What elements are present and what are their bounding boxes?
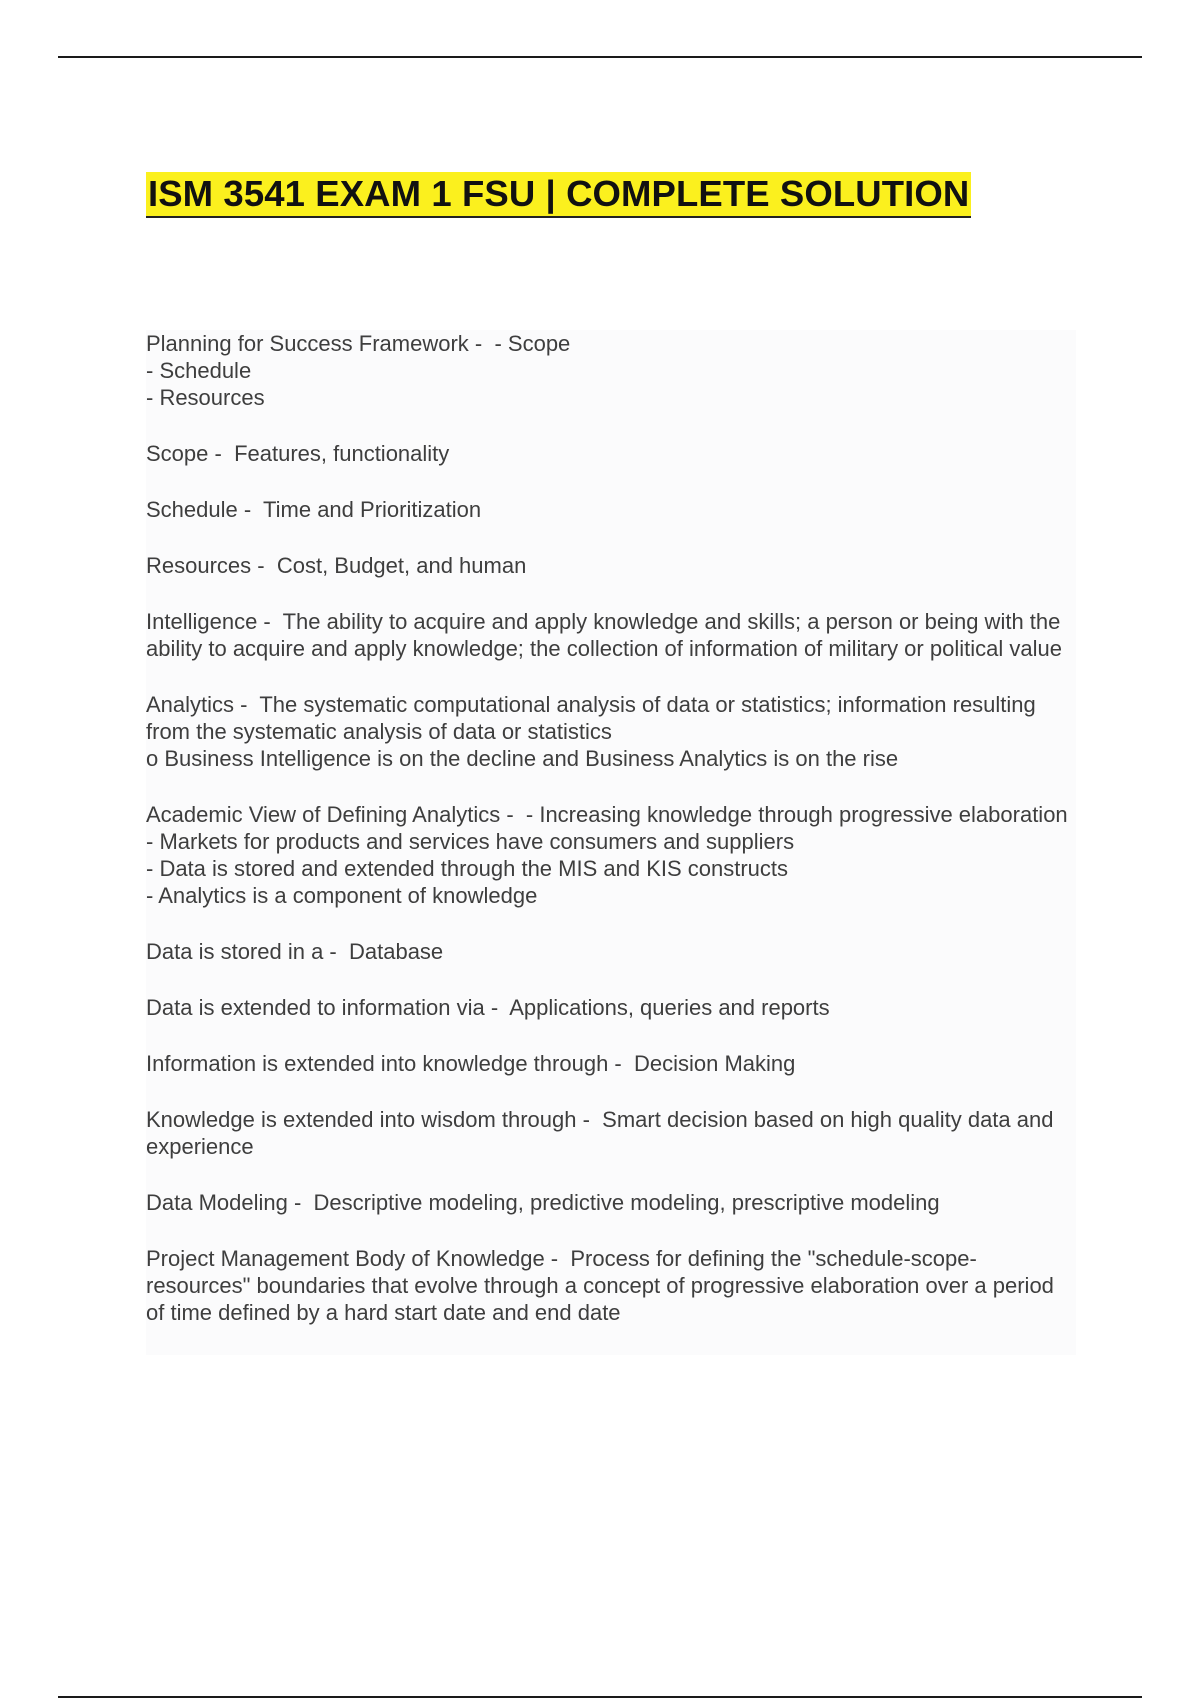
flashcard-entry [146, 691, 1076, 772]
entry-definition: - Data is stored and extended through the MIS and KIS constructs [146, 856, 789, 881]
entry-first-line [146, 440, 1076, 467]
flashcard-entry [146, 330, 1076, 411]
term-separator: - [287, 1190, 314, 1215]
entry-first-line [146, 1189, 1076, 1216]
entry-first-line [146, 1245, 1076, 1326]
entry-continuation-line [146, 357, 1076, 384]
entry-first-line [146, 330, 1076, 357]
bottom-rule [58, 1696, 1142, 1698]
entry-definition: - Schedule [146, 358, 252, 383]
entry-first-line [146, 608, 1076, 662]
term-separator: - [251, 553, 277, 578]
flashcard-entry [146, 1245, 1076, 1326]
entry-term: Data is stored in a [146, 939, 324, 964]
flashcard-list [146, 330, 1076, 1355]
term-separator: - [500, 802, 526, 827]
entry-term: Resources [146, 553, 252, 578]
entry-definition: - Markets for products and services have consumers and suppliers [146, 829, 795, 854]
title-block [146, 172, 971, 218]
flashcard-entry [146, 1050, 1076, 1077]
flashcard-entry [146, 608, 1076, 662]
flashcard-entry [146, 938, 1076, 965]
entry-term: Information is extended into knowledge through [146, 1051, 609, 1076]
entry-term: Analytics [146, 692, 235, 717]
flashcard-entry [146, 552, 1076, 579]
flashcard-entry [146, 496, 1076, 523]
entry-definition: Applications, queries and reports [509, 995, 830, 1020]
entry-definition: Decision Making [633, 1051, 796, 1076]
term-separator: - [484, 995, 510, 1020]
term-separator: - [544, 1246, 571, 1271]
entry-definition: The ability to acquire and apply knowledge and skills; a person or being with the ability to acquire and apply knowledge; the collection of information of military or political value [146, 609, 1062, 661]
entry-first-line [146, 994, 1076, 1021]
entry-continuation-line [146, 828, 1076, 855]
entry-definition: The systematic computational analysis of data or statistics; information resulting from the systematic analysis of data or statistics [146, 692, 1036, 744]
entry-first-line [146, 496, 1076, 523]
entry-term: Project Management Body of Knowledge [146, 1246, 545, 1271]
top-rule [58, 56, 1142, 58]
term-separator: - [576, 1107, 603, 1132]
entry-definition: - Analytics is a component of knowledge [146, 883, 538, 908]
entry-definition: Descriptive modeling, predictive modeling, prescriptive modeling [313, 1190, 940, 1215]
entry-first-line [146, 691, 1076, 745]
entry-definition: - Scope [494, 331, 571, 356]
term-separator: - [608, 1051, 634, 1076]
flashcard-entry [146, 440, 1076, 467]
document-title: ISM 3541 EXAM 1 FSU | COMPLETE SOLUTION [146, 172, 971, 218]
entry-first-line [146, 938, 1076, 965]
term-separator: - [237, 497, 264, 522]
entry-term: Schedule [146, 497, 238, 522]
entry-definition: - Resources [146, 385, 265, 410]
entry-first-line [146, 552, 1076, 579]
term-separator: - [234, 692, 260, 717]
term-separator: - [323, 939, 349, 964]
entry-definition: Time and Prioritization [263, 497, 482, 522]
flashcard-entry [146, 801, 1076, 909]
entry-term: Scope [146, 441, 209, 466]
flashcard-entry [146, 994, 1076, 1021]
entry-continuation-line [146, 882, 1076, 909]
entry-term: Knowledge is extended into wisdom through [146, 1107, 577, 1132]
entry-definition: - Increasing knowledge through progressive elaboration [525, 802, 1068, 827]
entry-term: Planning for Success Framework [146, 331, 469, 356]
flashcard-entry [146, 1189, 1076, 1216]
entry-definition: Smart decision based on high quality data and experience [146, 1107, 1054, 1159]
entry-definition: o Business Intelligence is on the decline and Business Analytics is on the rise [146, 746, 899, 771]
entry-first-line [146, 801, 1076, 828]
entry-first-line [146, 1050, 1076, 1077]
entry-term: Academic View of Defining Analytics [146, 802, 501, 827]
term-separator: - [468, 331, 495, 356]
flashcard-entry [146, 1106, 1076, 1160]
entry-continuation-line [146, 745, 1076, 772]
entry-definition: Database [348, 939, 444, 964]
entry-continuation-line [146, 384, 1076, 411]
entry-term: Data Modeling [146, 1190, 288, 1215]
entry-definition: Features, functionality [234, 441, 450, 466]
entry-first-line [146, 1106, 1076, 1160]
entry-continuation-line [146, 855, 1076, 882]
entry-term: Intelligence [146, 609, 258, 634]
entry-term: Data is extended to information via [146, 995, 485, 1020]
term-separator: - [208, 441, 235, 466]
entry-definition: Process for defining the "schedule-scope-resources" boundaries that evolve through a concept of progressive elaboration over a period of time defined by a hard start date and end date [146, 1246, 1054, 1325]
entry-definition: Cost, Budget, and human [276, 553, 527, 578]
term-separator: - [257, 609, 283, 634]
